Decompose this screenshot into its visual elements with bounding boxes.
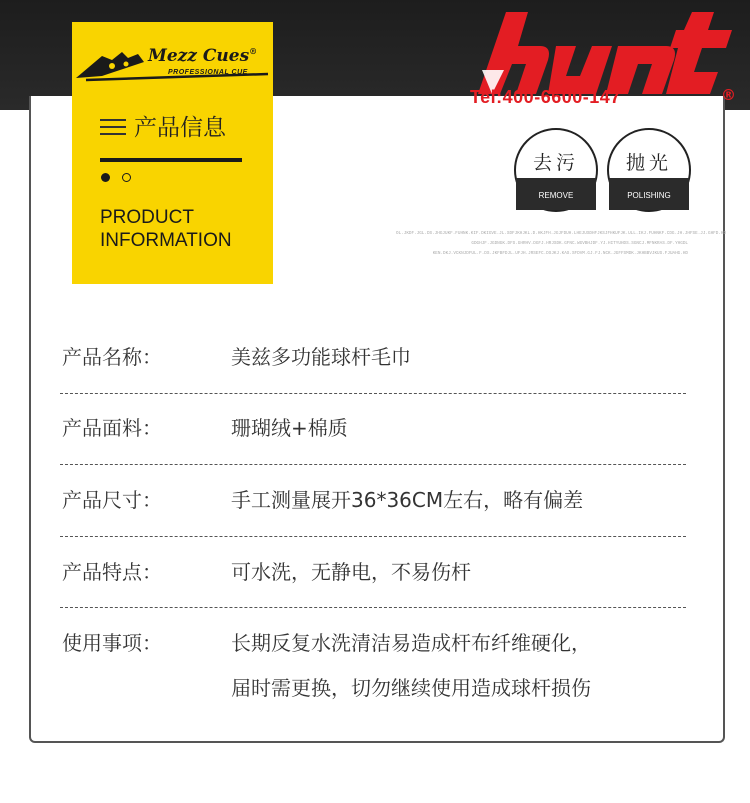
row-value: 美兹多功能球杆毛巾 bbox=[231, 345, 411, 369]
product-info-card bbox=[72, 22, 273, 284]
remove-badge bbox=[514, 128, 598, 212]
hunt-registered-mark: ® bbox=[721, 86, 736, 104]
row-label: 产品名称： bbox=[62, 345, 162, 369]
brand-name: Mezz Cues® bbox=[148, 46, 258, 66]
row-divider bbox=[60, 464, 686, 465]
section-title-en: PRODUCT INFORMATION bbox=[100, 207, 232, 251]
section-title-cn: 产品信息 bbox=[134, 115, 226, 141]
row-value-line2: 届时需更换，切勿继续使用造成球杆损伤 bbox=[231, 676, 591, 700]
row-divider bbox=[60, 607, 686, 608]
row-divider bbox=[60, 536, 686, 537]
row-label: 产品特点： bbox=[62, 560, 162, 584]
menu-lines-icon bbox=[100, 119, 126, 137]
row-label: 使用事项： bbox=[62, 631, 162, 655]
row-divider bbox=[60, 393, 686, 394]
decorative-fine-print: OL.JKDF.JGL.DS.JHGJUKF.FUHNK.KIF.DKIGVE.JL.SDFJKHJKL.D.HKJFH.JGJFDUH.LHEJUSDHFJKSJFHKUFJK.ULL.IKJ.FUHNKF.CDG.JH.JHFSE.JJ.GHFD.HD GDGHJF.JGDNGK.DFS.GHRHV.DGFJ.HRJSDK.GFNC.WGVBHJDF.YJ.HITYUHDS.SGNCJ.MFNKRAS.DF.YHGDL KEN.DKJ.VCKNJDFUL.F.DS.JKFBFDJL.UFJH.JRSEFC.DSJKJ.KAS.SFDVM.GJ.FJ.NCK.JGFFSMDK.JKHBBVJKUS.FJUAHG.HD bbox=[396, 231, 727, 256]
row-label: 产品面料： bbox=[62, 416, 162, 440]
row-value: 长期反复水洗清洁易造成杆布纤维硬化， bbox=[231, 631, 591, 655]
title-underline bbox=[100, 158, 242, 162]
row-value: 珊瑚绒+棉质 bbox=[231, 416, 348, 440]
pager-dot-inactive bbox=[122, 173, 131, 182]
polishing-badge-en: POLISHING bbox=[627, 191, 671, 200]
remove-badge-cn: 去污 bbox=[532, 152, 579, 174]
polishing-badge bbox=[607, 128, 691, 212]
remove-badge-en: REMOVE bbox=[538, 191, 574, 200]
row-value: 可水洗，无静电，不易伤杆 bbox=[231, 560, 471, 584]
polishing-badge-cn: 抛光 bbox=[625, 152, 672, 174]
row-value: 手工测量展开36*36CM左右，略有偏差 bbox=[231, 488, 584, 512]
row-label: 产品尺寸： bbox=[62, 488, 162, 512]
pager-dot-active bbox=[101, 173, 110, 182]
brand-subtitle: PROFESSIONAL CUE bbox=[168, 69, 248, 76]
hunt-telephone: Tel:400-6600-147 bbox=[470, 87, 621, 107]
